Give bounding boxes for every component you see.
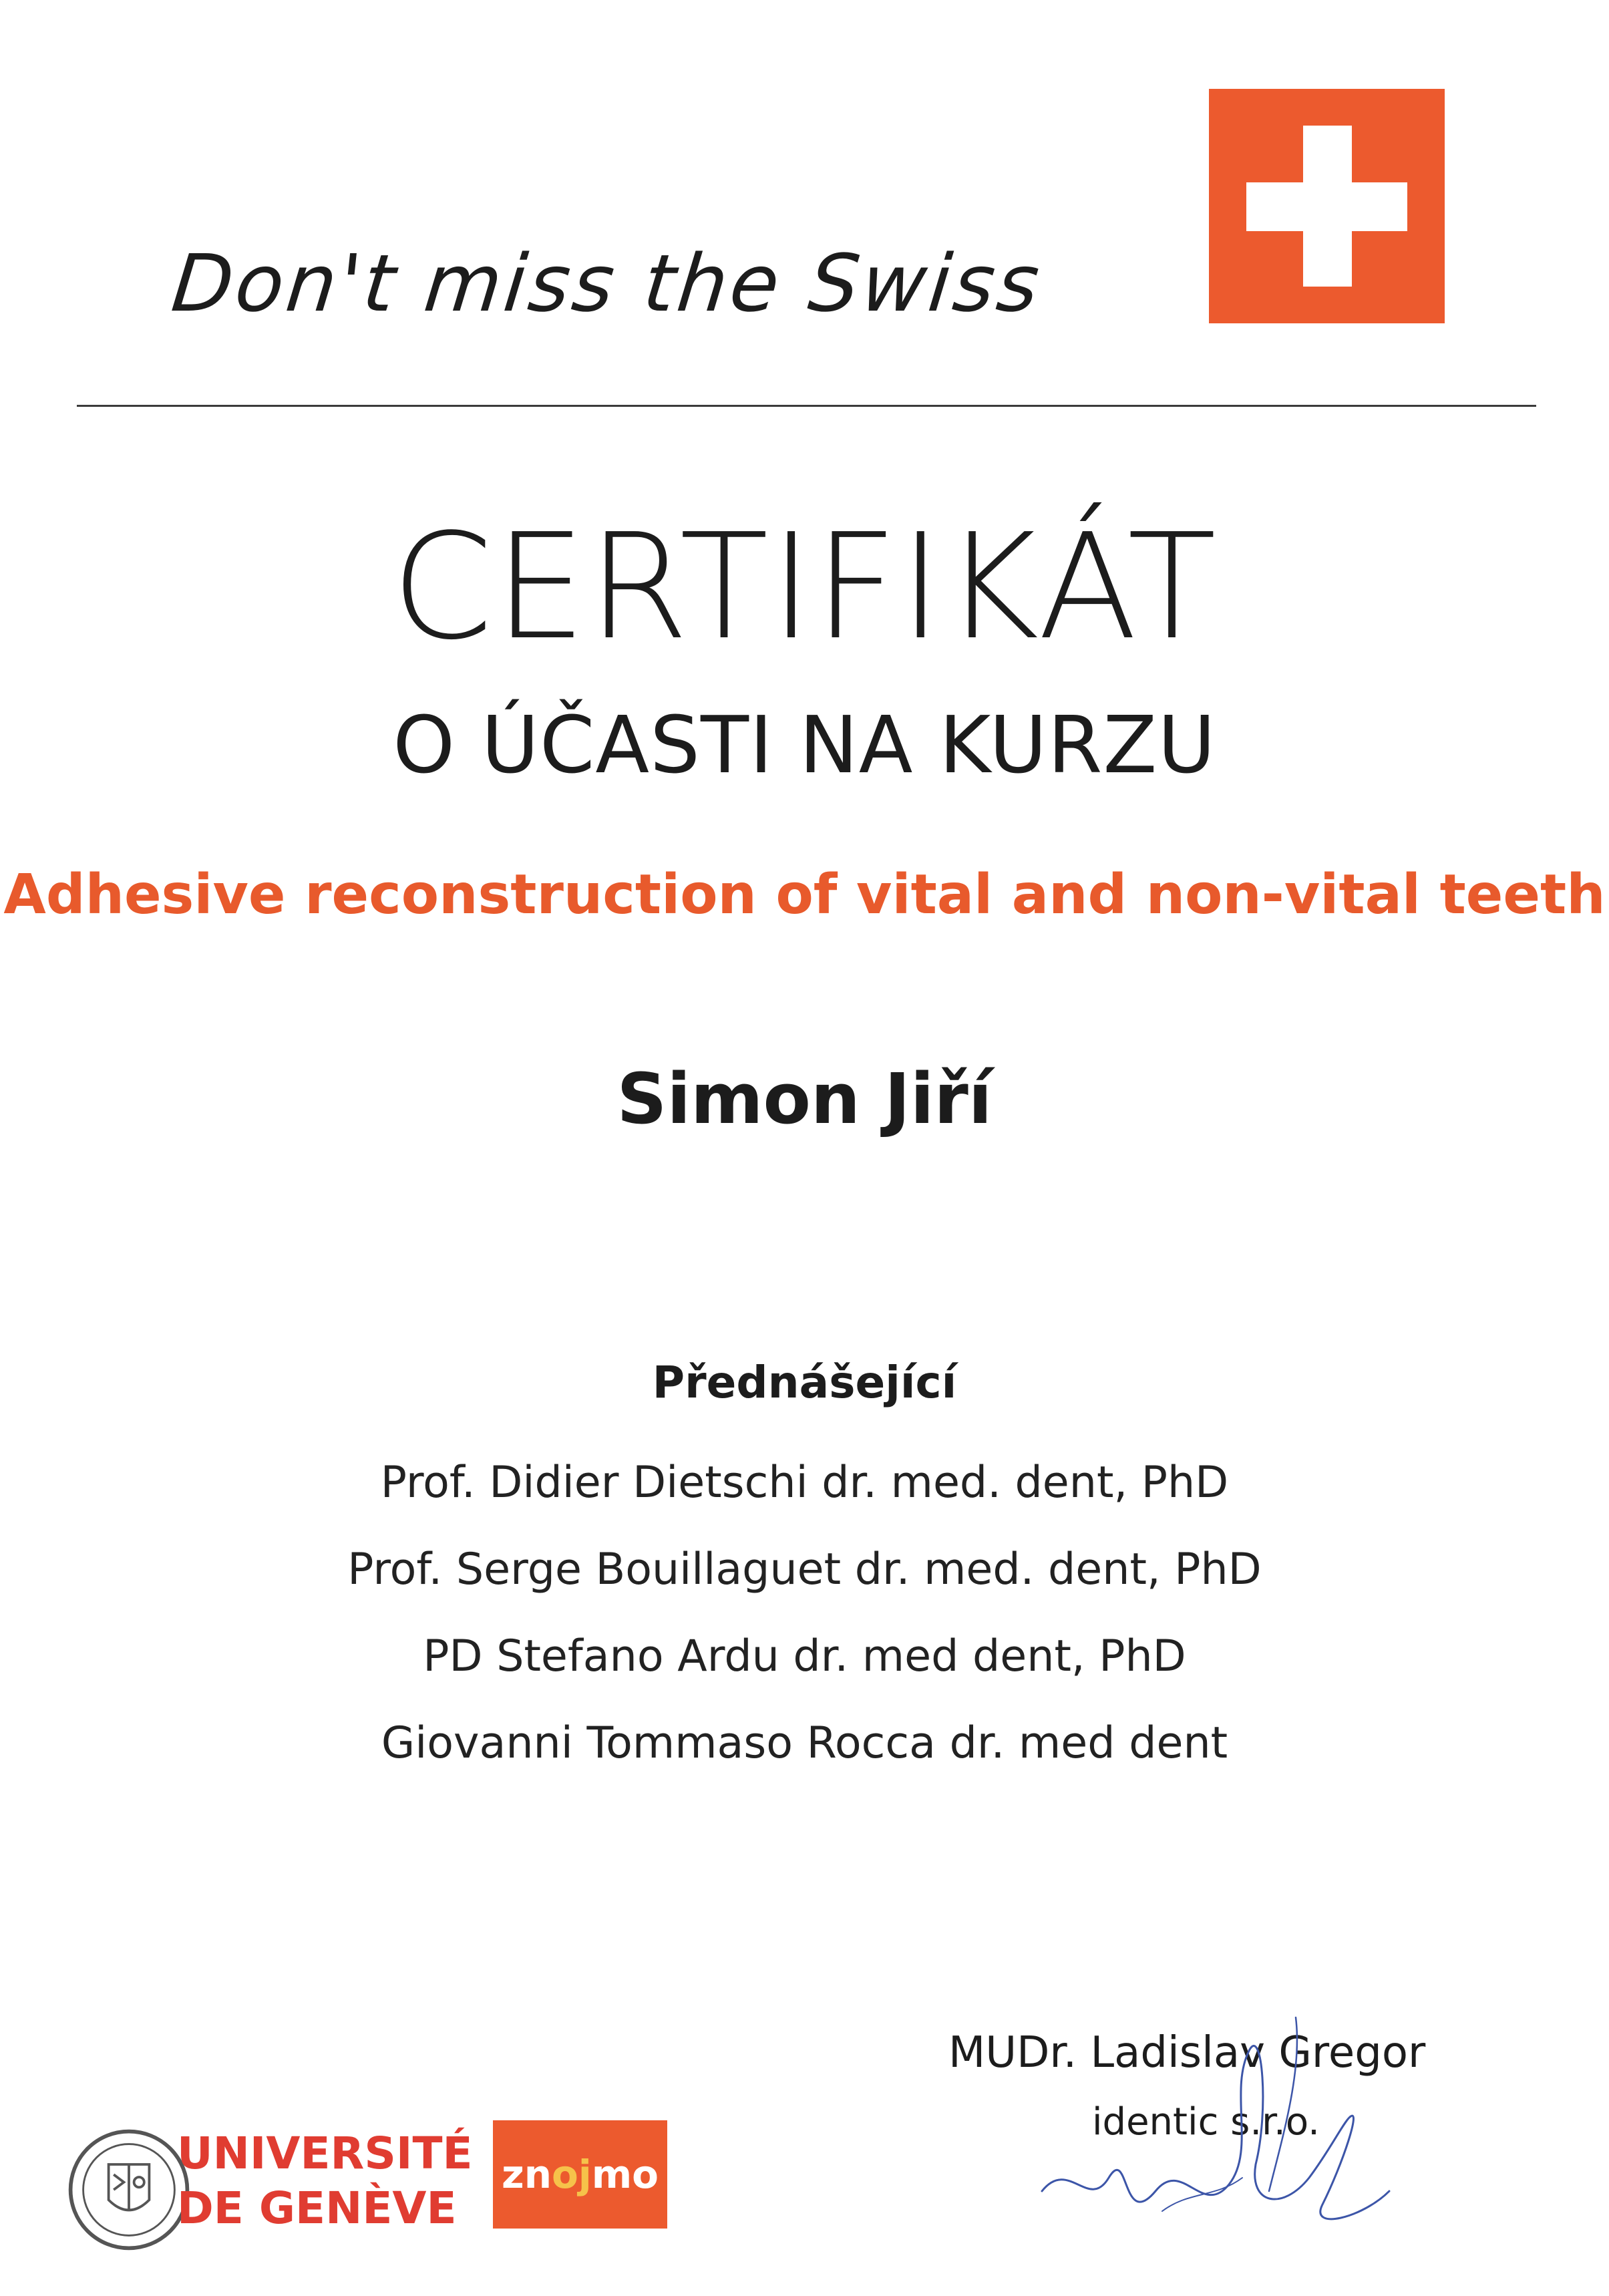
swiss-flag-icon [1209, 89, 1445, 323]
university-name-line2: DE GENÈVE [177, 2182, 457, 2234]
lecturer-item: Giovanni Tommaso Rocca dr. med dent [381, 1718, 1228, 1768]
tagline-text: Don't miss the Swiss [168, 237, 1047, 329]
university-name-line1: UNIVERSITÉ [177, 2128, 473, 2179]
participant-name: Simon Jiří [616, 1058, 993, 1140]
university-name [177, 2126, 473, 2236]
certificate-subtitle: O ÚČASTI NA KURZU [393, 699, 1216, 791]
header-divider [77, 405, 1536, 407]
lecturer-item: Prof. Serge Bouillaguet dr. med. dent, PhD [347, 1544, 1262, 1595]
znojmo-logo: znojmo [493, 2120, 667, 2229]
lecturer-item: PD Stefano Ardu dr. med dent, PhD [423, 1631, 1186, 1681]
signature-image [1029, 1991, 1403, 2258]
university-seal-icon [65, 2126, 192, 2253]
lecturer-item: Prof. Didier Dietschi dr. med. dent, PhD [380, 1458, 1229, 1508]
signer-company: identic s.r.o. [1092, 2100, 1320, 2144]
signer-name: MUDr. Ladislav Gregor [948, 2028, 1426, 2078]
lecturers-heading: Přednášející [652, 1357, 957, 1408]
certificate-title: CERTIFIKÁT [391, 503, 1218, 672]
course-title: Adhesive reconstruction of vital and non-vital teeth [3, 863, 1606, 927]
